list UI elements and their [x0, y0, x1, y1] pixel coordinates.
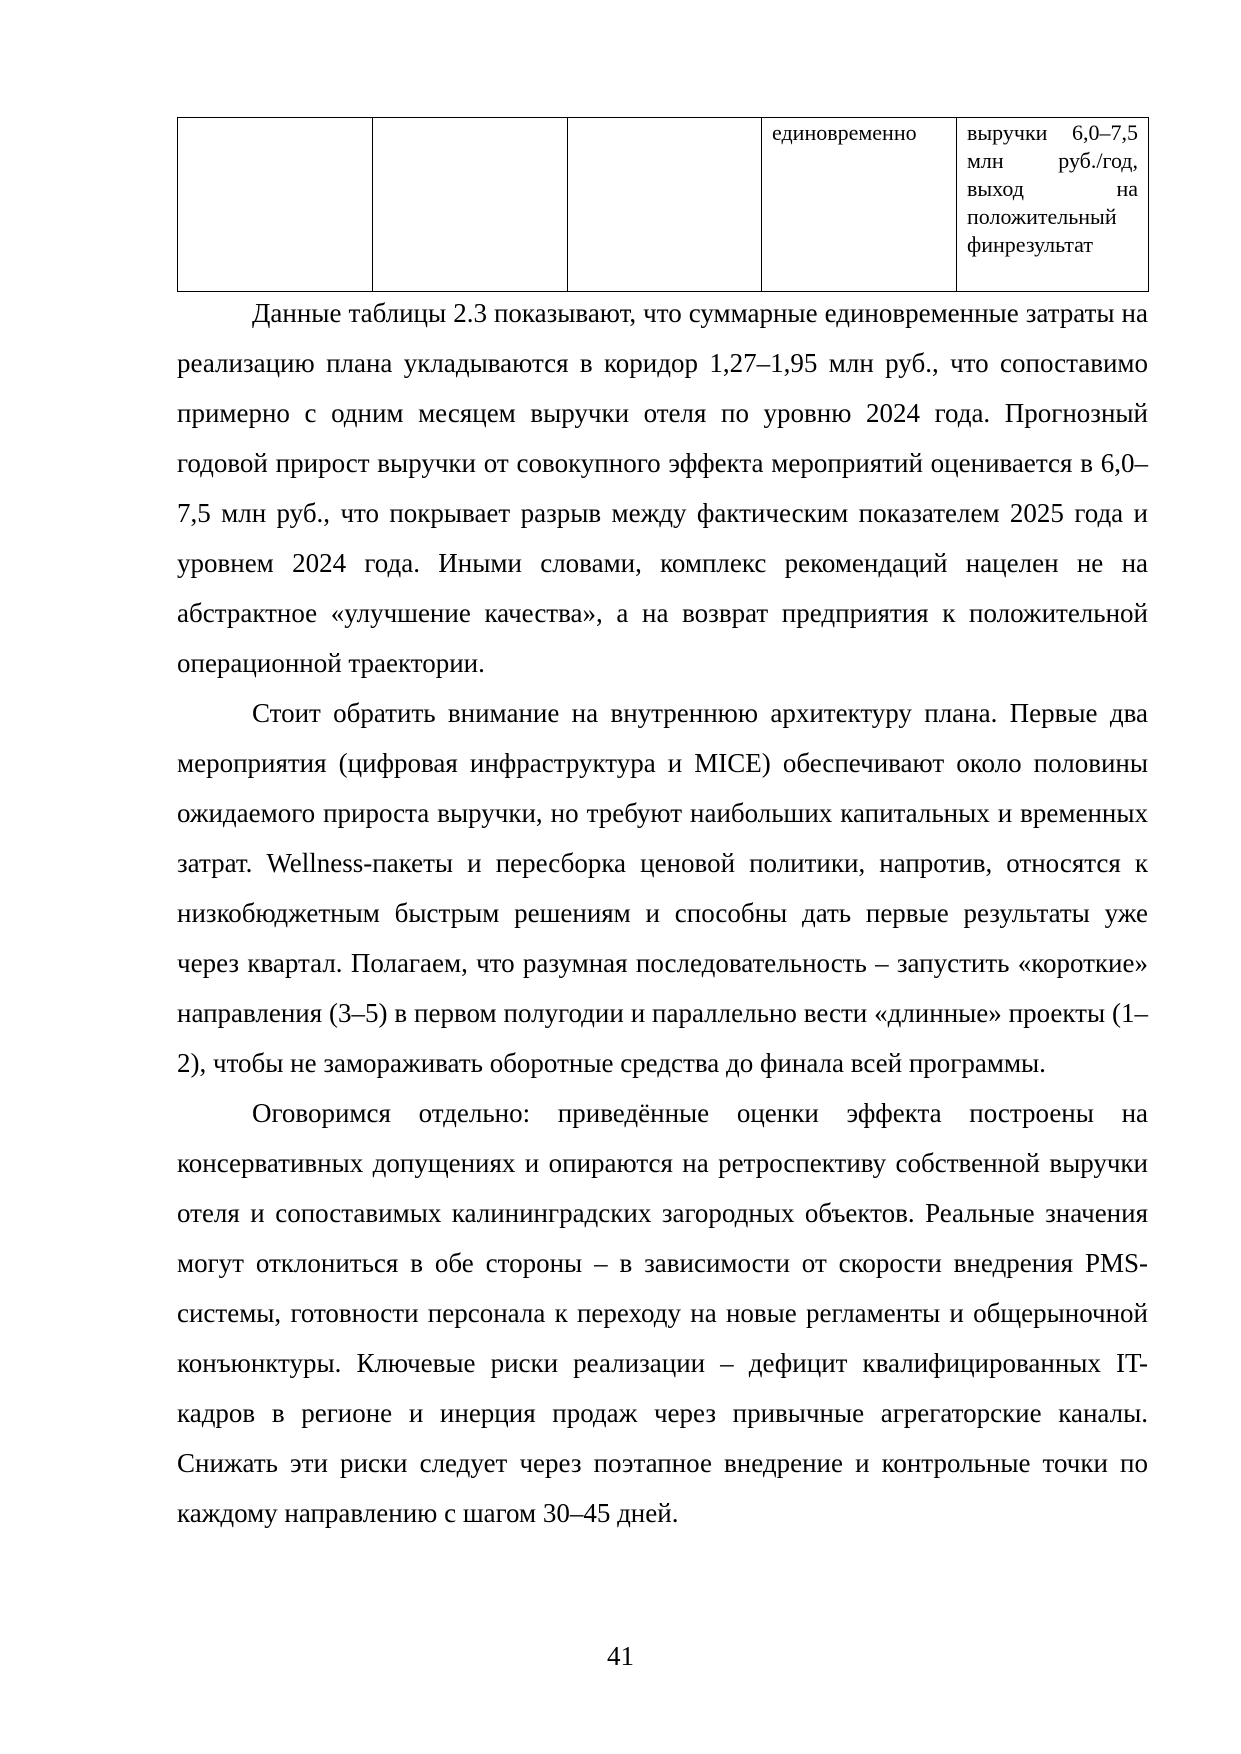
table-cell-effect: выручки 6,0–7,5 млн руб./год, выход на положительный финрезультат	[957, 118, 1149, 292]
table-cell	[568, 118, 762, 292]
table-continuation	[177, 117, 1149, 292]
paragraph: Данные таблицы 2.3 показывают, что суммарные единовременные затраты на реализацию плана укладываются в коридор 1,27–1,95 млн руб., что сопоставимо примерно с одним месяцем выручки отеля по уровню 2024 года. Прогнозный годовой прирост выручки от совокупного эффекта мероприятий оценивается в 6,0–7,5 млн руб., что покрывает разрыв между фактическим показателем 2025 года и уровнем 2024 года. Иными словами, комплекс рекомендаций нацелен не на абстрактное «улучшение качества», а на возврат предприятия к положительной операционной траектории.	[177, 298, 1148, 678]
table-cell-payment-type: единовременно	[762, 118, 957, 292]
table-cell	[178, 118, 373, 292]
table-row	[178, 118, 1149, 292]
paragraph: Стоит обратить внимание на внутреннюю архитектуру плана. Первые два мероприятия (цифровая инфраструктура и MICE) обеспечивают около половины ожидаемого прироста выручки, но требуют наибольших капитальных и временных затрат. Wellness-пакеты и пересборка ценовой политики, напротив, относятся к низкобюджетным быстрым решениям и способны дать первые результаты уже через квартал. Полагаем, что разумная последовательность – запустить «короткие» направления (3–5) в первом полугодии и параллельно вести «длинные» проекты (1–2), чтобы не замораживать оборотные средства до финала всей программы.	[177, 698, 1148, 1078]
paragraph: Оговоримся отдельно: приведённые оценки эффекта построены на консервативных допущениях и опираются на ретроспективу собственной выручки отеля и сопоставимых калининградских загородных объектов. Реальные значения могут отклониться в обе стороны – в зависимости от скорости внедрения PMS-системы, готовности персонала к переходу на новые регламенты и общерыночной конъюнктуры. Ключевые риски реализации – дефицит квалифицированных IT-кадров в регионе и инерция продаж через привычные агрегаторские каналы. Снижать эти риски следует через поэтапное внедрение и контрольные точки по каждому направлению с шагом 30–45 дней.	[177, 1098, 1148, 1528]
table-cell	[373, 118, 568, 292]
page-number: 41	[607, 1641, 634, 1671]
body-text	[177, 288, 1148, 1538]
